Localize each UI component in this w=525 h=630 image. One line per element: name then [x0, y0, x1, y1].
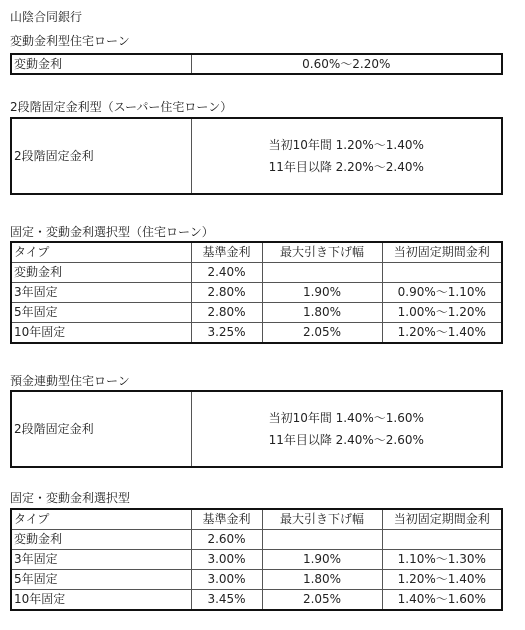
table-cell: 2.60% [191, 530, 262, 550]
table-cell: 1.80% [262, 303, 382, 323]
table-cell: 1.10%～1.30% [382, 550, 502, 570]
table-cell: 1.90% [262, 283, 382, 303]
two-step-fixed-table [10, 117, 503, 195]
section-title-two-step-fixed: 2段階固定金利型（スーパー住宅ローン） [10, 100, 233, 114]
column-header: タイプ [11, 509, 191, 530]
column-header: 基準金利 [191, 242, 262, 263]
table-row [11, 263, 502, 283]
table-cell: 3.25% [191, 323, 262, 344]
table-row [11, 570, 502, 590]
table-row [11, 54, 502, 74]
table-cell: 3年固定 [11, 283, 191, 303]
table-row [11, 391, 502, 467]
table-header-row [11, 242, 502, 263]
table-cell: 0.90%～1.10% [382, 283, 502, 303]
table-row [11, 590, 502, 611]
table-cell: 1.00%～1.20% [382, 303, 502, 323]
two-step-rates [191, 118, 502, 194]
table-cell [262, 263, 382, 283]
table-row [11, 530, 502, 550]
selectable-rate-table [10, 241, 503, 344]
rate-type-label: 2段階固定金利 [11, 118, 191, 194]
table-cell [262, 530, 382, 550]
table-cell: 2.40% [191, 263, 262, 283]
table-cell [382, 263, 502, 283]
table-header-row [11, 509, 502, 530]
table-cell: 2.05% [262, 323, 382, 344]
bank-name: 山陰合同銀行 [10, 10, 83, 24]
column-header: 最大引き下げ幅 [262, 242, 382, 263]
selectable-rate-table-2 [10, 508, 503, 611]
column-header: 最大引き下げ幅 [262, 509, 382, 530]
column-header: 当初固定期間金利 [382, 509, 502, 530]
initial-period-rate: 当初10年間 1.40%～1.60% [268, 411, 424, 425]
initial-period-rate: 当初10年間 1.20%～1.40% [268, 138, 424, 152]
column-header: 当初固定期間金利 [382, 242, 502, 263]
table-cell: 5年固定 [11, 570, 191, 590]
rate-type-label: 2段階固定金利 [11, 391, 191, 467]
column-header: タイプ [11, 242, 191, 263]
two-step-rates [191, 391, 502, 467]
table-cell: 1.80% [262, 570, 382, 590]
table-cell: 2.80% [191, 283, 262, 303]
rate-type-label: 変動金利 [11, 54, 191, 74]
table-cell: 1.90% [262, 550, 382, 570]
table-cell: 変動金利 [11, 530, 191, 550]
later-period-rate: 11年目以降 2.40%～2.60% [268, 433, 424, 447]
section-title-deposit-linked: 預金連動型住宅ローン [10, 374, 130, 388]
section-title-selectable-rate-2: 固定・変動金利選択型 [10, 491, 131, 505]
table-row [11, 303, 502, 323]
deposit-linked-table [10, 390, 503, 468]
table-cell: 3.00% [191, 550, 262, 570]
table-cell: 1.20%～1.40% [382, 570, 502, 590]
table-row [11, 283, 502, 303]
table-row [11, 323, 502, 344]
section-title-selectable-rate: 固定・変動金利選択型（住宅ローン） [10, 225, 214, 239]
table-row [11, 118, 502, 194]
table-cell: 3.00% [191, 570, 262, 590]
table-cell: 1.40%～1.60% [382, 590, 502, 611]
table-cell [382, 530, 502, 550]
rate-range-value: 0.60%～2.20% [302, 57, 391, 71]
table-row [11, 550, 502, 570]
table-cell: 2.05% [262, 590, 382, 611]
section-title-variable-rate: 変動金利型住宅ローン [10, 34, 130, 48]
table-cell: 変動金利 [11, 263, 191, 283]
later-period-rate: 11年目以降 2.20%～2.40% [268, 160, 424, 174]
table-cell: 2.80% [191, 303, 262, 323]
variable-rate-table [10, 53, 503, 75]
table-cell: 10年固定 [11, 323, 191, 344]
table-cell: 3年固定 [11, 550, 191, 570]
table-cell: 1.20%～1.40% [382, 323, 502, 344]
table-cell: 5年固定 [11, 303, 191, 323]
column-header: 基準金利 [191, 509, 262, 530]
table-cell: 10年固定 [11, 590, 191, 611]
table-cell: 3.45% [191, 590, 262, 611]
